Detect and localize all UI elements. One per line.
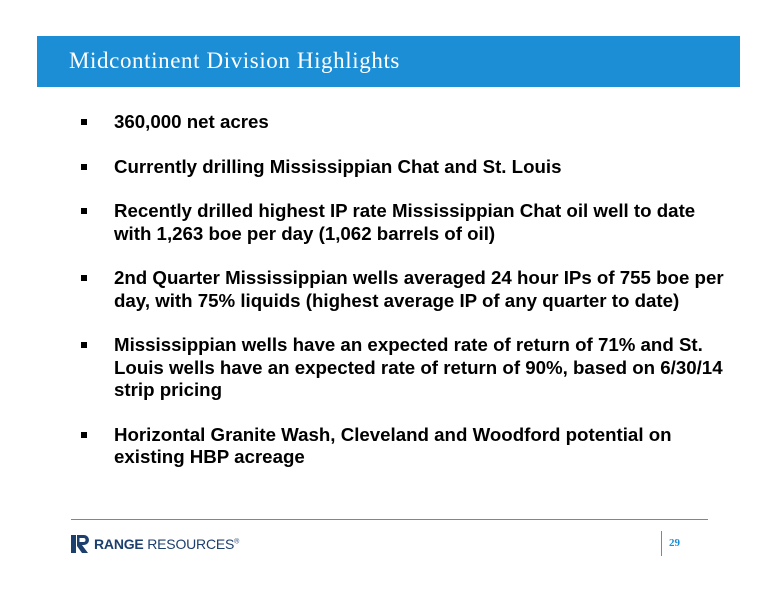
bullet-text: Currently drilling Mississippian Chat and St. Louis — [114, 155, 562, 177]
logo-word-resources: RESOURCES — [143, 536, 235, 552]
slide-title: Midcontinent Division Highlights — [69, 48, 400, 73]
bullet-text: Recently drilled highest IP rate Mississippian Chat oil well to date with 1,263 boe per day (1,062 barrels of oil) — [114, 200, 696, 244]
bullet-text: Mississippian wells have an expected rate of return of 71% and St. Louis wells have an expected rate of return of 90%, based on 6/30/14 strip pricing — [114, 334, 723, 400]
logo-word-range: RANGE — [94, 536, 144, 552]
bullet-item — [78, 200, 728, 245]
bullet-text: 360,000 net acres — [114, 111, 269, 132]
page-number-separator — [661, 531, 662, 556]
bullet-text: 2nd Quarter Mississippian wells averaged 24 hour IPs of 755 boe per day, with 75% liquids (highest average IP of any quarter to date) — [114, 267, 724, 311]
logo-registered-mark: ® — [234, 538, 240, 546]
bullet-square-icon — [78, 334, 114, 357]
bullet-item — [78, 424, 728, 469]
logo-text — [94, 536, 239, 552]
page-number: 29 — [669, 537, 680, 549]
bullet-item — [78, 156, 728, 179]
bullet-item — [78, 334, 728, 402]
bullet-square-icon — [78, 424, 114, 447]
bullet-item — [78, 111, 728, 134]
footer-divider — [71, 519, 708, 520]
title-bar — [37, 36, 740, 87]
bullet-square-icon — [78, 111, 114, 134]
bullet-square-icon — [78, 267, 114, 290]
bullet-square-icon — [78, 200, 114, 223]
bullet-item — [78, 267, 728, 312]
range-logo-icon — [71, 535, 91, 553]
bullet-text: Horizontal Granite Wash, Cleveland and Woodford potential on existing HBP acreage — [114, 423, 672, 467]
range-resources-logo — [71, 535, 239, 553]
bullet-list — [78, 111, 728, 491]
bullet-square-icon — [78, 156, 114, 179]
